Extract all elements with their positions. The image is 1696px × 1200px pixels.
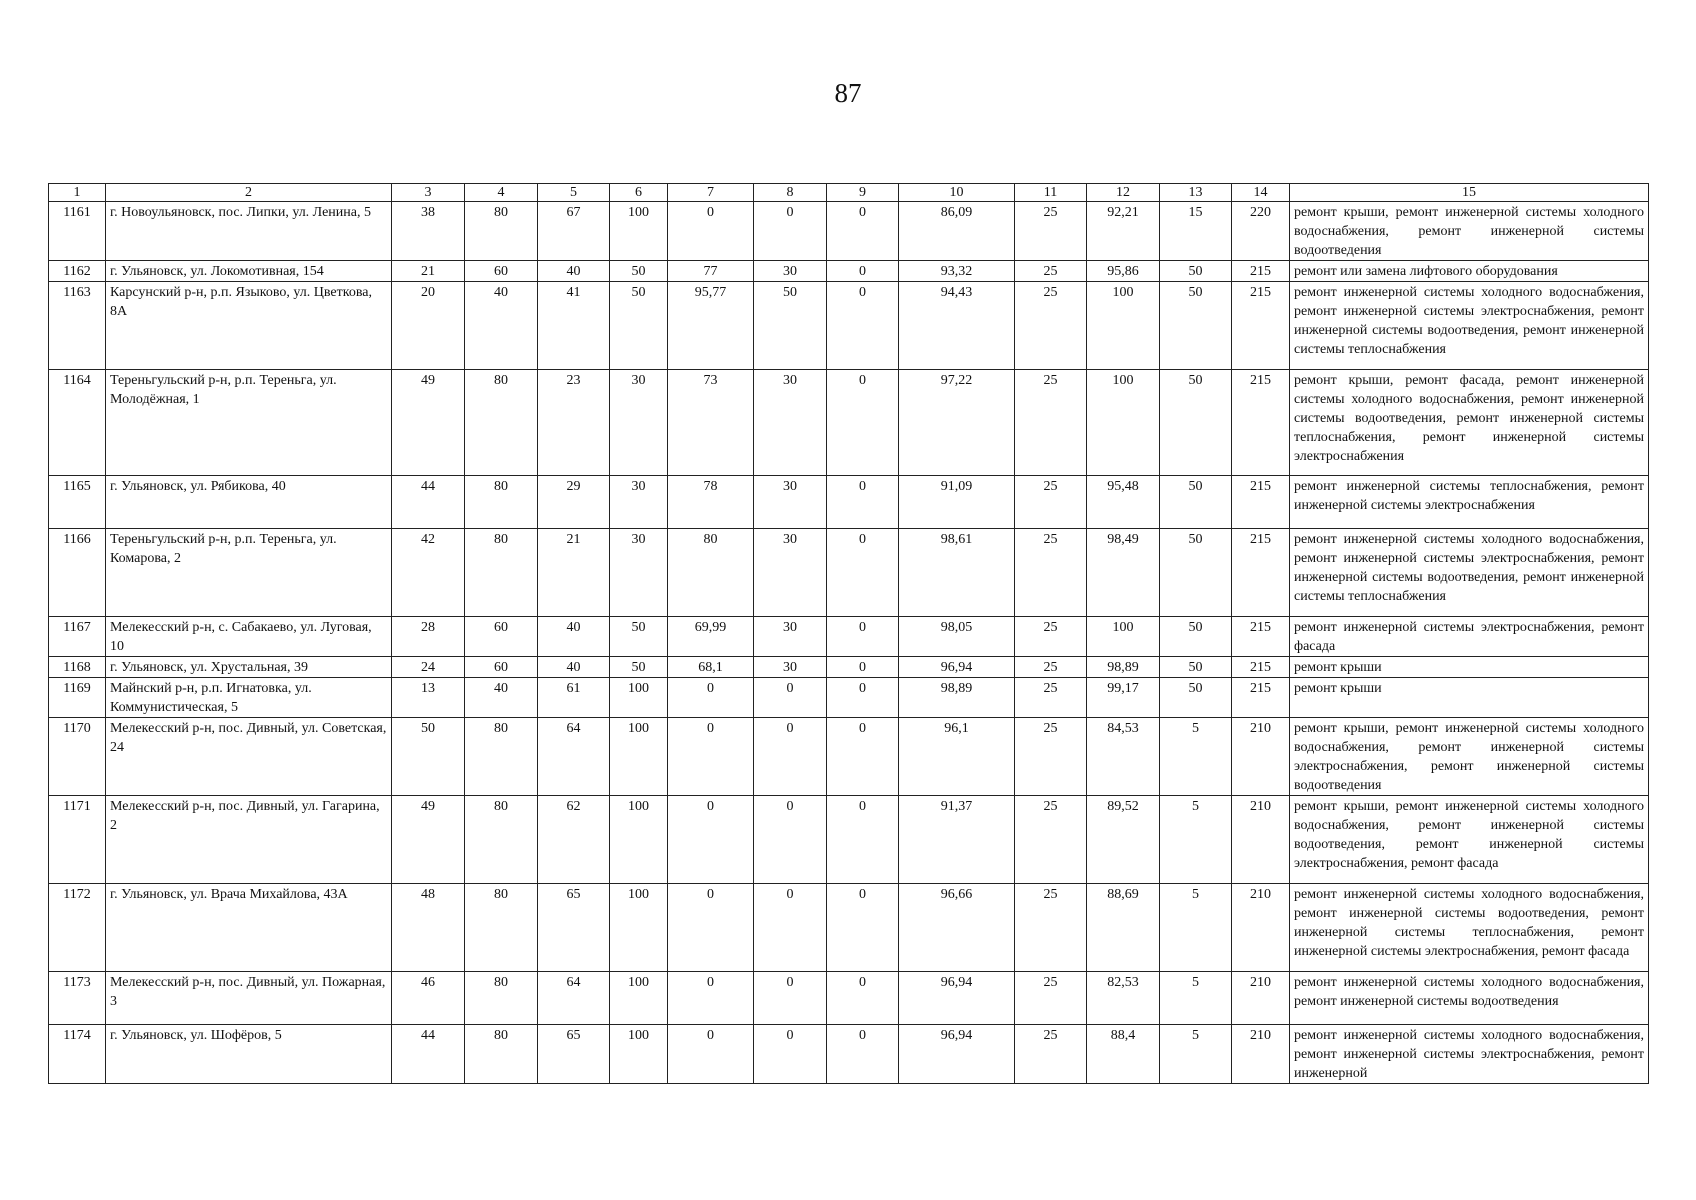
header-row	[49, 184, 1649, 202]
cell-row-number: 1163	[49, 282, 106, 370]
cell-repair-works: ремонт инженерной системы холодного водоснабжения, ремонт инженерной системы водоотведения, ремонт инженерной системы теплоснабжения, ремонт инженерной системы электроснабжения, ремонт фасада	[1290, 884, 1649, 972]
cell-col-6: 100	[610, 678, 668, 718]
cell-col-4: 40	[465, 678, 538, 718]
table-row	[49, 796, 1649, 884]
cell-col-3: 28	[392, 617, 465, 657]
cell-col-13: 50	[1160, 370, 1232, 476]
cell-col-7: 0	[668, 718, 754, 796]
cell-repair-works: ремонт крыши	[1290, 678, 1649, 718]
cell-repair-works: ремонт крыши, ремонт инженерной системы холодного водоснабжения, ремонт инженерной системы водоотведения, ремонт инженерной системы электроснабжения, ремонт фасада	[1290, 796, 1649, 884]
column-header-10: 10	[899, 184, 1015, 202]
cell-address: Мелекесский р-н, пос. Дивный, ул. Гагарина, 2	[106, 796, 392, 884]
cell-col-11: 25	[1015, 370, 1087, 476]
column-header-9: 9	[827, 184, 899, 202]
cell-col-6: 100	[610, 884, 668, 972]
cell-col-13: 15	[1160, 202, 1232, 261]
cell-col-13: 50	[1160, 261, 1232, 282]
cell-repair-works: ремонт инженерной системы теплоснабжения, ремонт инженерной системы электроснабжения	[1290, 476, 1649, 529]
cell-col-12: 95,48	[1087, 476, 1160, 529]
cell-repair-works: ремонт крыши	[1290, 657, 1649, 678]
cell-address: Майнский р-н, р.п. Игнатовка, ул. Коммунистическая, 5	[106, 678, 392, 718]
cell-col-3: 44	[392, 1025, 465, 1084]
cell-col-8: 30	[754, 370, 827, 476]
table-row	[49, 617, 1649, 657]
cell-repair-works: ремонт инженерной системы холодного водоснабжения, ремонт инженерной системы электроснабжения, ремонт инженерной системы водоотведения, ремонт инженерной системы теплоснабжения	[1290, 282, 1649, 370]
cell-col-12: 100	[1087, 617, 1160, 657]
cell-col-14: 215	[1232, 261, 1290, 282]
cell-col-6: 30	[610, 529, 668, 617]
cell-col-8: 0	[754, 1025, 827, 1084]
table-row	[49, 678, 1649, 718]
cell-col-4: 80	[465, 796, 538, 884]
cell-col-6: 30	[610, 476, 668, 529]
cell-col-12: 82,53	[1087, 972, 1160, 1025]
page-number: 87	[834, 78, 862, 108]
cell-col-11: 25	[1015, 476, 1087, 529]
table-row	[49, 202, 1649, 261]
cell-col-8: 0	[754, 202, 827, 261]
cell-col-4: 40	[465, 282, 538, 370]
cell-col-9: 0	[827, 202, 899, 261]
column-header-2: 2	[106, 184, 392, 202]
cell-col-10: 96,94	[899, 657, 1015, 678]
cell-col-4: 80	[465, 972, 538, 1025]
cell-col-5: 40	[538, 657, 610, 678]
cell-address: Мелекесский р-н, пос. Дивный, ул. Пожарная, 3	[106, 972, 392, 1025]
cell-col-9: 0	[827, 476, 899, 529]
cell-col-8: 30	[754, 476, 827, 529]
cell-col-12: 88,69	[1087, 884, 1160, 972]
cell-col-14: 210	[1232, 718, 1290, 796]
cell-col-6: 50	[610, 617, 668, 657]
cell-col-5: 62	[538, 796, 610, 884]
cell-address: Тереньгульский р-н, р.п. Тереньга, ул. Комарова, 2	[106, 529, 392, 617]
cell-col-6: 50	[610, 261, 668, 282]
table-row	[49, 476, 1649, 529]
cell-col-10: 94,43	[899, 282, 1015, 370]
cell-col-6: 100	[610, 972, 668, 1025]
cell-col-13: 5	[1160, 796, 1232, 884]
cell-col-11: 25	[1015, 202, 1087, 261]
cell-col-9: 0	[827, 261, 899, 282]
cell-col-8: 30	[754, 617, 827, 657]
column-header-12: 12	[1087, 184, 1160, 202]
cell-col-10: 91,09	[899, 476, 1015, 529]
cell-col-14: 220	[1232, 202, 1290, 261]
cell-col-10: 98,89	[899, 678, 1015, 718]
cell-col-13: 5	[1160, 718, 1232, 796]
cell-col-9: 0	[827, 282, 899, 370]
cell-col-9: 0	[827, 678, 899, 718]
cell-col-6: 30	[610, 370, 668, 476]
cell-col-7: 69,99	[668, 617, 754, 657]
cell-col-4: 80	[465, 202, 538, 261]
cell-col-11: 25	[1015, 796, 1087, 884]
cell-col-8: 0	[754, 796, 827, 884]
cell-col-5: 67	[538, 202, 610, 261]
column-header-6: 6	[610, 184, 668, 202]
cell-row-number: 1162	[49, 261, 106, 282]
cell-col-4: 60	[465, 657, 538, 678]
cell-col-9: 0	[827, 884, 899, 972]
cell-col-7: 0	[668, 884, 754, 972]
cell-col-10: 91,37	[899, 796, 1015, 884]
cell-col-3: 48	[392, 884, 465, 972]
cell-col-7: 78	[668, 476, 754, 529]
cell-col-5: 64	[538, 718, 610, 796]
cell-repair-works: ремонт крыши, ремонт инженерной системы холодного водоснабжения, ремонт инженерной системы электроснабжения, ремонт инженерной системы водоотведения	[1290, 718, 1649, 796]
cell-col-13: 50	[1160, 617, 1232, 657]
table-row	[49, 282, 1649, 370]
column-header-8: 8	[754, 184, 827, 202]
cell-col-10: 98,05	[899, 617, 1015, 657]
table-row	[49, 1025, 1649, 1084]
cell-col-6: 100	[610, 202, 668, 261]
cell-repair-works: ремонт крыши, ремонт фасада, ремонт инженерной системы холодного водоснабжения, ремонт инженерной системы водоотведения, ремонт инженерной системы теплоснабжения, ремонт инженерной системы электроснабжения	[1290, 370, 1649, 476]
cell-col-12: 99,17	[1087, 678, 1160, 718]
table-row	[49, 657, 1649, 678]
cell-col-3: 13	[392, 678, 465, 718]
cell-col-5: 21	[538, 529, 610, 617]
column-header-7: 7	[668, 184, 754, 202]
cell-col-14: 215	[1232, 282, 1290, 370]
cell-col-12: 100	[1087, 282, 1160, 370]
cell-col-4: 80	[465, 370, 538, 476]
cell-col-12: 89,52	[1087, 796, 1160, 884]
cell-col-14: 215	[1232, 678, 1290, 718]
cell-row-number: 1169	[49, 678, 106, 718]
cell-col-11: 25	[1015, 617, 1087, 657]
cell-col-14: 210	[1232, 1025, 1290, 1084]
cell-col-14: 215	[1232, 476, 1290, 529]
cell-col-14: 215	[1232, 529, 1290, 617]
cell-row-number: 1164	[49, 370, 106, 476]
cell-col-14: 210	[1232, 972, 1290, 1025]
cell-col-8: 30	[754, 261, 827, 282]
cell-col-9: 0	[827, 657, 899, 678]
cell-col-12: 88,4	[1087, 1025, 1160, 1084]
cell-col-10: 96,94	[899, 972, 1015, 1025]
cell-row-number: 1173	[49, 972, 106, 1025]
cell-col-6: 100	[610, 796, 668, 884]
cell-col-4: 80	[465, 529, 538, 617]
cell-col-9: 0	[827, 617, 899, 657]
cell-col-4: 60	[465, 617, 538, 657]
column-header-13: 13	[1160, 184, 1232, 202]
column-header-15: 15	[1290, 184, 1649, 202]
table-row	[49, 718, 1649, 796]
cell-col-6: 50	[610, 657, 668, 678]
cell-col-11: 25	[1015, 282, 1087, 370]
cell-col-10: 98,61	[899, 529, 1015, 617]
cell-address: Мелекесский р-н, с. Сабакаево, ул. Луговая, 10	[106, 617, 392, 657]
cell-col-3: 46	[392, 972, 465, 1025]
cell-col-14: 215	[1232, 657, 1290, 678]
cell-col-3: 20	[392, 282, 465, 370]
column-header-1: 1	[49, 184, 106, 202]
cell-col-3: 44	[392, 476, 465, 529]
cell-col-12: 92,21	[1087, 202, 1160, 261]
cell-col-7: 95,77	[668, 282, 754, 370]
cell-col-3: 49	[392, 796, 465, 884]
cell-col-13: 5	[1160, 972, 1232, 1025]
cell-col-7: 0	[668, 202, 754, 261]
cell-col-8: 50	[754, 282, 827, 370]
table-body	[49, 184, 1649, 1084]
cell-col-12: 84,53	[1087, 718, 1160, 796]
cell-col-9: 0	[827, 796, 899, 884]
cell-col-7: 73	[668, 370, 754, 476]
cell-col-9: 0	[827, 718, 899, 796]
cell-col-11: 25	[1015, 261, 1087, 282]
cell-col-7: 68,1	[668, 657, 754, 678]
cell-col-11: 25	[1015, 1025, 1087, 1084]
cell-col-4: 80	[465, 718, 538, 796]
cell-col-9: 0	[827, 370, 899, 476]
cell-row-number: 1167	[49, 617, 106, 657]
cell-col-8: 30	[754, 529, 827, 617]
cell-col-3: 24	[392, 657, 465, 678]
cell-col-10: 96,66	[899, 884, 1015, 972]
cell-row-number: 1166	[49, 529, 106, 617]
cell-col-5: 29	[538, 476, 610, 529]
cell-address: Мелекесский р-н, пос. Дивный, ул. Советская, 24	[106, 718, 392, 796]
housing-repair-table	[48, 183, 1649, 1084]
cell-col-5: 61	[538, 678, 610, 718]
table-row	[49, 972, 1649, 1025]
cell-address: г. Ульяновск, ул. Врача Михайлова, 43А	[106, 884, 392, 972]
cell-row-number: 1170	[49, 718, 106, 796]
cell-col-12: 95,86	[1087, 261, 1160, 282]
table-row	[49, 529, 1649, 617]
cell-repair-works: ремонт инженерной системы холодного водоснабжения, ремонт инженерной системы электроснабжения, ремонт инженерной системы водоотведения, ремонт инженерной системы теплоснабжения	[1290, 529, 1649, 617]
cell-col-12: 100	[1087, 370, 1160, 476]
cell-col-11: 25	[1015, 884, 1087, 972]
cell-row-number: 1172	[49, 884, 106, 972]
cell-col-11: 25	[1015, 972, 1087, 1025]
cell-col-4: 60	[465, 261, 538, 282]
column-header-5: 5	[538, 184, 610, 202]
cell-col-5: 41	[538, 282, 610, 370]
cell-col-14: 210	[1232, 884, 1290, 972]
cell-col-13: 5	[1160, 884, 1232, 972]
cell-col-10: 96,94	[899, 1025, 1015, 1084]
cell-repair-works: ремонт или замена лифтового оборудования	[1290, 261, 1649, 282]
cell-col-7: 80	[668, 529, 754, 617]
cell-col-10: 96,1	[899, 718, 1015, 796]
cell-col-12: 98,49	[1087, 529, 1160, 617]
cell-address: г. Ульяновск, ул. Шофёров, 5	[106, 1025, 392, 1084]
cell-col-14: 215	[1232, 370, 1290, 476]
cell-col-5: 65	[538, 1025, 610, 1084]
cell-col-14: 215	[1232, 617, 1290, 657]
cell-address: Тереньгульский р-н, р.п. Тереньга, ул. Молодёжная, 1	[106, 370, 392, 476]
cell-row-number: 1165	[49, 476, 106, 529]
cell-col-4: 80	[465, 476, 538, 529]
cell-col-9: 0	[827, 529, 899, 617]
cell-col-11: 25	[1015, 718, 1087, 796]
cell-row-number: 1168	[49, 657, 106, 678]
cell-col-4: 80	[465, 884, 538, 972]
column-header-14: 14	[1232, 184, 1290, 202]
cell-col-6: 100	[610, 1025, 668, 1084]
column-header-11: 11	[1015, 184, 1087, 202]
cell-col-3: 38	[392, 202, 465, 261]
cell-col-14: 210	[1232, 796, 1290, 884]
cell-address: г. Ульяновск, ул. Рябикова, 40	[106, 476, 392, 529]
cell-col-13: 50	[1160, 282, 1232, 370]
cell-repair-works: ремонт инженерной системы холодного водоснабжения, ремонт инженерной системы водоотведения	[1290, 972, 1649, 1025]
cell-repair-works: ремонт инженерной системы холодного водоснабжения, ремонт инженерной системы электроснабжения, ремонт инженерной	[1290, 1025, 1649, 1084]
cell-col-6: 50	[610, 282, 668, 370]
cell-address: г. Новоульяновск, пос. Липки, ул. Ленина, 5	[106, 202, 392, 261]
cell-col-6: 100	[610, 718, 668, 796]
cell-col-12: 98,89	[1087, 657, 1160, 678]
cell-col-7: 0	[668, 1025, 754, 1084]
cell-address: Карсунский р-н, р.п. Языково, ул. Цветкова, 8А	[106, 282, 392, 370]
cell-col-9: 0	[827, 972, 899, 1025]
cell-col-3: 50	[392, 718, 465, 796]
cell-col-7: 0	[668, 796, 754, 884]
cell-col-5: 40	[538, 261, 610, 282]
cell-col-8: 0	[754, 884, 827, 972]
cell-col-13: 5	[1160, 1025, 1232, 1084]
cell-col-13: 50	[1160, 476, 1232, 529]
cell-col-3: 42	[392, 529, 465, 617]
cell-col-7: 0	[668, 678, 754, 718]
cell-row-number: 1171	[49, 796, 106, 884]
cell-address: г. Ульяновск, ул. Хрустальная, 39	[106, 657, 392, 678]
cell-col-8: 30	[754, 657, 827, 678]
cell-col-5: 64	[538, 972, 610, 1025]
cell-col-3: 49	[392, 370, 465, 476]
cell-address: г. Ульяновск, ул. Локомотивная, 154	[106, 261, 392, 282]
cell-col-10: 93,32	[899, 261, 1015, 282]
cell-col-11: 25	[1015, 657, 1087, 678]
cell-row-number: 1174	[49, 1025, 106, 1084]
cell-col-7: 0	[668, 972, 754, 1025]
cell-col-11: 25	[1015, 529, 1087, 617]
cell-col-4: 80	[465, 1025, 538, 1084]
cell-col-5: 40	[538, 617, 610, 657]
column-header-3: 3	[392, 184, 465, 202]
column-header-4: 4	[465, 184, 538, 202]
cell-col-7: 77	[668, 261, 754, 282]
cell-row-number: 1161	[49, 202, 106, 261]
table-row	[49, 884, 1649, 972]
cell-col-9: 0	[827, 1025, 899, 1084]
table-row	[49, 370, 1649, 476]
cell-col-8: 0	[754, 678, 827, 718]
cell-col-11: 25	[1015, 678, 1087, 718]
cell-repair-works: ремонт крыши, ремонт инженерной системы холодного водоснабжения, ремонт инженерной системы водоотведения	[1290, 202, 1649, 261]
cell-col-10: 97,22	[899, 370, 1015, 476]
cell-col-13: 50	[1160, 529, 1232, 617]
cell-col-5: 23	[538, 370, 610, 476]
cell-col-3: 21	[392, 261, 465, 282]
cell-repair-works: ремонт инженерной системы электроснабжения, ремонт фасада	[1290, 617, 1649, 657]
table-row	[49, 261, 1649, 282]
cell-col-13: 50	[1160, 678, 1232, 718]
cell-col-8: 0	[754, 972, 827, 1025]
cell-col-13: 50	[1160, 657, 1232, 678]
cell-col-8: 0	[754, 718, 827, 796]
cell-col-10: 86,09	[899, 202, 1015, 261]
cell-col-5: 65	[538, 884, 610, 972]
